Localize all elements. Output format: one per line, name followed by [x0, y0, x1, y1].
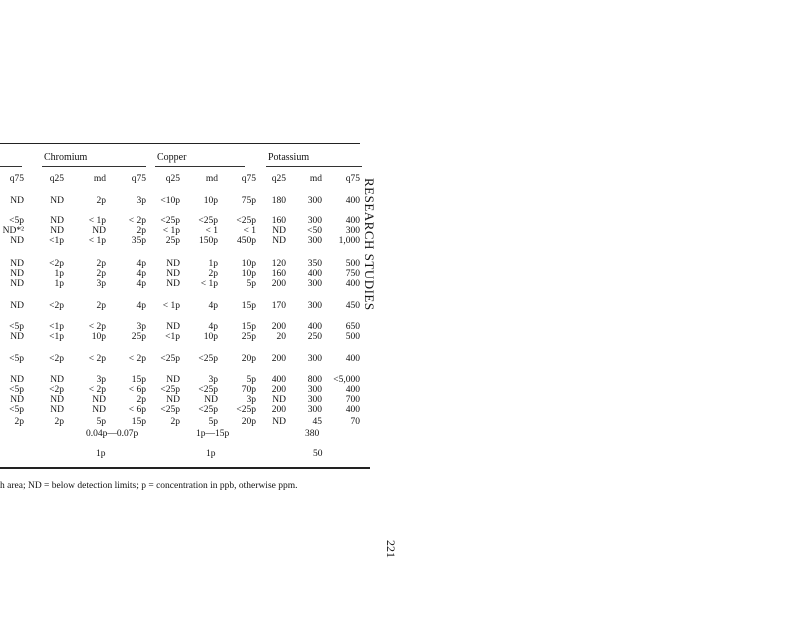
table-cell: < 2p [128, 216, 146, 226]
table-cell: ND [10, 395, 24, 405]
table-cell: <1p [49, 236, 64, 246]
table-cell: ND [10, 279, 24, 289]
table-cell: <2p [49, 385, 64, 395]
table-cell: 350 [307, 259, 322, 269]
table-cell: 10p [203, 332, 218, 342]
table-cell: 10p [203, 196, 218, 206]
table-cell: 200 [271, 354, 286, 364]
table-cell: 200 [271, 322, 286, 332]
table-cell: 2p [54, 417, 64, 427]
table-cell: ND [166, 279, 180, 289]
table-cell: 4p [136, 279, 146, 289]
table-cell: ND [92, 395, 106, 405]
table-cell: ND [50, 226, 64, 236]
table-cell: <1p [49, 322, 64, 332]
table-cell: < 1 [205, 226, 218, 236]
table-cell: <25p [198, 354, 218, 364]
group-rule-potassium [266, 166, 362, 167]
table-cell: 120 [271, 259, 286, 269]
table-cell: 300 [307, 385, 322, 395]
table-cell: 300 [307, 216, 322, 226]
table-cell: <2p [49, 301, 64, 311]
table-cell: ND [92, 226, 106, 236]
table-cell: 15p [131, 417, 146, 427]
table-cell: 400 [271, 375, 286, 385]
table-cell: < 2p [88, 385, 106, 395]
table-cell: 3p [136, 196, 146, 206]
table-cell: 1p [54, 279, 64, 289]
table-cell: < 2p [88, 322, 106, 332]
table-cell: < 1p [88, 216, 106, 226]
table-cell: 3p [208, 375, 218, 385]
table-cell: 400 [307, 269, 322, 279]
column-subhead: q25 [271, 174, 286, 184]
column-subhead: q25 [165, 174, 180, 184]
table-cell: < 1p [162, 301, 180, 311]
table-footnote: h area; ND = below detection limits; p = concentration in ppb, otherwise ppm. [0, 481, 298, 491]
table-cell: ND [166, 375, 180, 385]
table-cell: 800 [307, 375, 322, 385]
table-cell: 5p [246, 279, 256, 289]
table-cell: 3p [136, 322, 146, 332]
table-bottom-rule [0, 467, 370, 469]
table-top-rule [0, 143, 360, 144]
column-subhead: md [205, 174, 218, 184]
table-cell: 10p [241, 259, 256, 269]
table-cell: 180 [271, 196, 286, 206]
table-cell: 1,000 [338, 236, 360, 246]
table-cell: 500 [345, 259, 360, 269]
limit-copper: 1p [206, 449, 216, 459]
table-cell: ND [10, 375, 24, 385]
table-cell: 10p [241, 269, 256, 279]
table-cell: 15p [241, 301, 256, 311]
table-cell: 4p [136, 301, 146, 311]
table-cell: 400 [345, 354, 360, 364]
table-cell: 400 [345, 405, 360, 415]
column-subhead: q75 [131, 174, 146, 184]
table-cell: 2p [14, 417, 24, 427]
table-cell: ND [166, 322, 180, 332]
table-cell: 20p [241, 417, 256, 427]
table-cell: 400 [345, 216, 360, 226]
table-cell: 2p [170, 417, 180, 427]
table-cell: 75p [241, 196, 256, 206]
running-title-text: RESEARCH STUDIES [362, 178, 377, 311]
table-cell: ND [166, 259, 180, 269]
table-cell: 650 [345, 322, 360, 332]
table-cell: < 1p [88, 236, 106, 246]
table-cell: 700 [345, 395, 360, 405]
table-cell: 3p [96, 279, 106, 289]
table-cell: <25p [160, 216, 180, 226]
range-copper: 1p—15p [196, 429, 230, 439]
table-cell: ND [272, 226, 286, 236]
table-cell: < 1 [243, 226, 256, 236]
table-cell: 2p [208, 269, 218, 279]
table-cell: ND [50, 395, 64, 405]
table-cell: <1p [49, 332, 64, 342]
table-cell: 5p [96, 417, 106, 427]
table-cell: 2p [136, 226, 146, 236]
range-chromium: 0.04p—0.07p [86, 429, 139, 439]
column-subhead: q75 [241, 174, 256, 184]
table-cell: 25p [165, 236, 180, 246]
table-cell: <5p [9, 405, 24, 415]
table-cell: 150p [199, 236, 218, 246]
table-cell: 4p [208, 322, 218, 332]
table-cell: ND [272, 395, 286, 405]
table-cell: 3p [96, 375, 106, 385]
group-rule [0, 166, 22, 167]
table-cell: 20p [241, 354, 256, 364]
table-cell: <50 [307, 226, 322, 236]
table-cell: 250 [307, 332, 322, 342]
table-cell: ND [204, 395, 218, 405]
table-cell: ND [92, 405, 106, 415]
table-cell: <25p [236, 405, 256, 415]
table-cell: ND [10, 236, 24, 246]
table-cell: 1p [208, 259, 218, 269]
table-cell: 3p [246, 395, 256, 405]
table-cell: 400 [307, 322, 322, 332]
table-cell: ND [272, 236, 286, 246]
table-cell: 70 [350, 417, 360, 427]
table-cell: 20 [276, 332, 286, 342]
table-cell: 2p [96, 269, 106, 279]
table-cell: 400 [345, 279, 360, 289]
table-cell: <25p [198, 385, 218, 395]
table-cell: ND [272, 417, 286, 427]
table-cell: < 6p [128, 385, 146, 395]
table-cell: 300 [307, 301, 322, 311]
table-cell: ND [10, 269, 24, 279]
column-subhead: md [93, 174, 106, 184]
table-cell: <2p [49, 259, 64, 269]
table-cell: <25p [236, 216, 256, 226]
table-cell: 160 [271, 216, 286, 226]
table-cell: < 1p [200, 279, 218, 289]
table-cell: 5p [208, 417, 218, 427]
table-cell: ND [10, 259, 24, 269]
table-cell: 750 [345, 269, 360, 279]
table-cell: <25p [198, 216, 218, 226]
table-cell: <25p [160, 354, 180, 364]
table-cell: <5,000 [333, 375, 360, 385]
table-cell: <5p [9, 216, 24, 226]
table-cell: 300 [307, 196, 322, 206]
table-cell: 10p [91, 332, 106, 342]
table-cell: ND [166, 395, 180, 405]
table-cell: 1p [54, 269, 64, 279]
table-cell: < 6p [128, 405, 146, 415]
table-cell: 200 [271, 279, 286, 289]
table-cell: ND [166, 269, 180, 279]
table-cell: <5p [9, 385, 24, 395]
table-cell: 35p [131, 236, 146, 246]
table-cell: ND [50, 196, 64, 206]
table-cell: 15p [241, 322, 256, 332]
table-cell: < 2p [88, 354, 106, 364]
table-cell: <25p [160, 385, 180, 395]
table-cell: 160 [271, 269, 286, 279]
table-cell: 300 [307, 354, 322, 364]
column-subhead: q25 [49, 174, 64, 184]
table-cell: 15p [131, 375, 146, 385]
table-cell: <1p [165, 332, 180, 342]
table-cell: 200 [271, 385, 286, 395]
group-rule-copper [155, 166, 245, 167]
table-cell: ND [10, 301, 24, 311]
table-cell: ND [10, 332, 24, 342]
table-cell: 170 [271, 301, 286, 311]
group-rule-chromium [42, 166, 146, 167]
group-heading-chromium: Chromium [44, 152, 88, 163]
table-cell: ND [50, 405, 64, 415]
table-cell: 4p [136, 269, 146, 279]
table-cell: 4p [136, 259, 146, 269]
table-cell: 300 [307, 405, 322, 415]
table-cell: 450 [345, 301, 360, 311]
table-cell: ND [50, 216, 64, 226]
group-heading-potassium: Potassium [268, 152, 310, 163]
table-cell: 300 [307, 279, 322, 289]
table-cell: 400 [345, 196, 360, 206]
table-cell: 2p [96, 196, 106, 206]
table-cell: 400 [345, 385, 360, 395]
table-cell: ND [10, 196, 24, 206]
column-subhead: md [309, 174, 322, 184]
table-cell: <25p [160, 405, 180, 415]
table-cell: 300 [307, 395, 322, 405]
table-cell: ND [50, 375, 64, 385]
page-number: 221 [384, 540, 398, 558]
table-cell: < 1p [162, 226, 180, 236]
table-cell: 45 [312, 417, 322, 427]
table-cell: 5p [246, 375, 256, 385]
group-heading-copper: Copper [157, 152, 187, 163]
table-cell: <10p [160, 196, 180, 206]
column-subhead: q75 [345, 174, 360, 184]
table-cell: 450p [237, 236, 256, 246]
table-cell: <5p [9, 322, 24, 332]
range-potassium: 380 [305, 429, 320, 439]
table-cell: ND*² [2, 226, 24, 236]
table-cell: <2p [49, 354, 64, 364]
table-cell: <25p [198, 405, 218, 415]
table-cell: 25p [131, 332, 146, 342]
table-cell: 4p [208, 301, 218, 311]
table-cell: 25p [241, 332, 256, 342]
table-cell: 200 [271, 405, 286, 415]
column-subhead: q75 [9, 174, 24, 184]
table-cell: <5p [9, 354, 24, 364]
table-cell: < 2p [128, 354, 146, 364]
table-cell: 500 [345, 332, 360, 342]
table-cell: 2p [96, 301, 106, 311]
table-cell: 300 [345, 226, 360, 236]
table-cell: 2p [136, 395, 146, 405]
table-cell: 2p [96, 259, 106, 269]
limit-potassium: 50 [313, 449, 323, 459]
limit-chromium: 1p [96, 449, 106, 459]
table-cell: 70p [241, 385, 256, 395]
running-title [360, 178, 378, 311]
table-cell: 300 [307, 236, 322, 246]
